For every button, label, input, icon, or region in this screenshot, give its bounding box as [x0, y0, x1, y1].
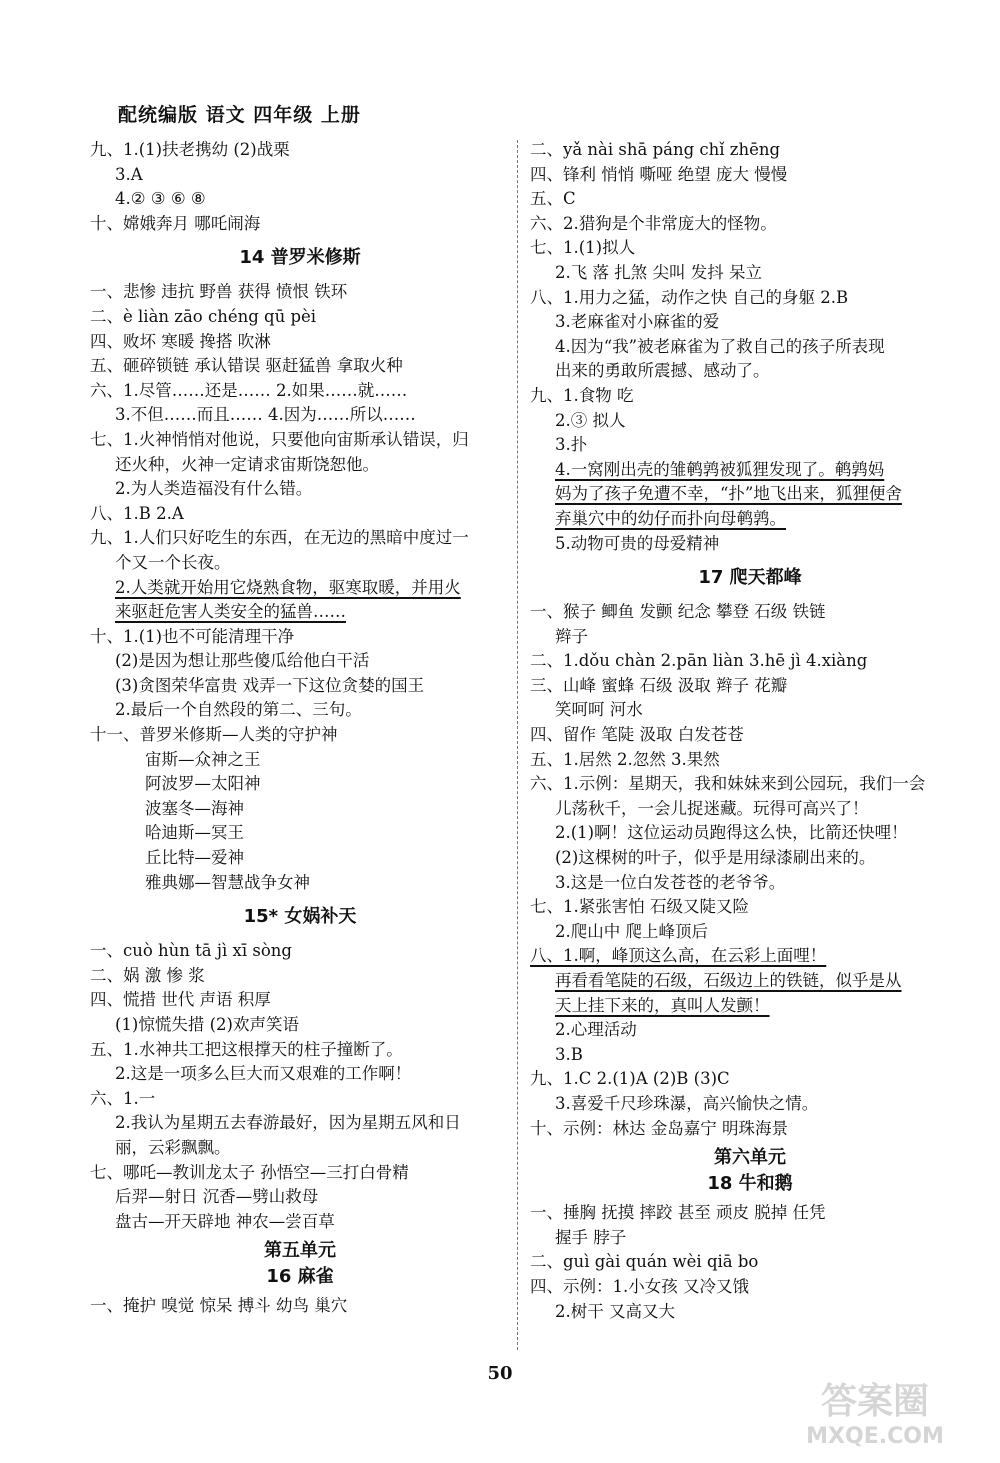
answer-line: 八、1.用力之猛，动作之快 自己的身躯 2.B — [530, 287, 849, 307]
answer-line: 十、示例：林达 金岛嘉宁 明珠海景 — [530, 1118, 788, 1138]
answer-line: 五、C — [530, 189, 576, 209]
section-title: 16 麻雀 — [266, 1266, 334, 1288]
answer-line: 七、哪吒—教训龙太子 孙悟空—三打白骨精 — [90, 1162, 409, 1182]
answer-line: 4.因为“我”被老麻雀为了救自己的孩子所表现 — [555, 336, 885, 356]
answer-line: 丘比特—爱神 — [145, 848, 244, 868]
answer-line: 2.心理活动 — [555, 1020, 637, 1040]
answer-line: (2)这棵树的叶子，似乎是用绿漆刷出来的。 — [555, 848, 876, 868]
answer-line: 3.喜爱千尺珍珠瀑，高兴愉快之情。 — [555, 1093, 819, 1113]
answer-line: 一、猴子 鲫鱼 发颤 纪念 攀登 石级 铁链 — [530, 602, 826, 622]
answer-line: 十、1.(1)也不可能清理干净 — [90, 626, 295, 646]
answer-line: 辫子 — [555, 626, 588, 646]
watermark-logo — [770, 1371, 980, 1451]
answer-line: 四、败坏 寒暖 搀搭 吹淋 — [90, 331, 271, 351]
section-title: 第五单元 — [264, 1240, 336, 1262]
page-number: 50 — [487, 1363, 513, 1384]
answer-line: 2.为人类造福没有什么错。 — [115, 479, 313, 499]
answer-line: 丽，云彩飘飘。 — [115, 1137, 231, 1157]
answer-line: 天上挂下来的，真叫人发颤！ — [555, 995, 770, 1015]
answer-line: 一、捶胸 抚摸 摔跤 甚至 顽皮 脱掉 任凭 — [530, 1203, 826, 1223]
section-title: 18 牛和鹅 — [707, 1173, 793, 1195]
answer-line: 七、1.火神悄悄对他说，只要他向宙斯承认错误，归 — [90, 429, 469, 449]
answer-line: 十一、普罗米修斯—人类的守护神 — [90, 725, 338, 745]
answer-line: 2.(1)啊！这位运动员跑得这么快，比箭还快哩！ — [555, 823, 908, 843]
answer-line: 八、1.啊，峰顶这么高，在云彩上面哩！ — [530, 946, 827, 966]
answer-line: 波塞冬—海神 — [145, 798, 244, 818]
answer-line: 阿波罗—太阳神 — [145, 774, 261, 794]
answer-line: 四、示例：1.小女孩 又冷又饿 — [530, 1276, 749, 1296]
answer-line: 六、1.示例：星期天，我和妹妹来到公园玩，我们一会 — [530, 774, 926, 794]
section-title: 14 普罗米修斯 — [239, 247, 361, 269]
section-title: 17 爬天都峰 — [698, 567, 802, 589]
answer-line: 宙斯—众神之王 — [145, 749, 261, 769]
answer-line: 出来的勇敢所震撼、感动了。 — [555, 361, 770, 381]
answer-line: 2.飞 落 扎煞 尖叫 发抖 呆立 — [555, 262, 762, 282]
answer-line: 九、1.人们只好吃生的东西，在无边的黑暗中度过一 — [90, 528, 469, 548]
answer-line: 二、yǎ nài shā páng chǐ zhēng — [530, 140, 781, 159]
answer-line: 九、1.食物 吃 — [530, 385, 634, 405]
answer-line: 儿荡秋千，一会儿捉迷藏。玩得可高兴了！ — [555, 798, 869, 818]
answer-line: 五、1.居然 2.忽然 3.果然 — [530, 749, 720, 769]
answer-line: 一、掩护 嗅觉 惊呆 搏斗 幼鸟 巢穴 — [90, 1296, 348, 1316]
answer-line: 十、嫦娥奔月 哪吒闹海 — [90, 213, 261, 233]
answer-line: 3.这是一位白发苍苍的老爷爷。 — [555, 872, 786, 892]
answer-line: 握手 脖子 — [555, 1227, 627, 1247]
answer-line: 2.爬山中 爬上峰顶后 — [555, 921, 708, 941]
answer-line: 七、1.紧张害怕 石级又陡又险 — [530, 897, 749, 917]
answer-line: 六、1.尽管……还是…… 2.如果……就…… — [90, 380, 408, 400]
answer-line: 2.③ 拟人 — [555, 410, 626, 430]
right-column — [530, 138, 970, 1324]
answer-line: 后羿—射日 沉香—劈山救母 — [115, 1187, 319, 1207]
answer-line: 笑呵呵 河水 — [555, 700, 643, 720]
answer-line: (3)贪图荣华富贵 戏弄一下这位贪婪的国王 — [115, 675, 425, 695]
answer-line: 四、锋利 悄悄 嘶哑 绝望 庞大 慢慢 — [530, 164, 788, 184]
column-divider — [517, 140, 518, 1350]
answer-line: 盘古—开天辟地 神农—尝百草 — [115, 1211, 335, 1231]
answer-line: 哈迪斯—冥王 — [145, 823, 244, 843]
answer-line: 3.老麻雀对小麻雀的爱 — [555, 312, 720, 332]
answer-line: 六、1.一 — [90, 1088, 156, 1108]
answer-line: 二、娲 激 惨 浆 — [90, 965, 205, 985]
answer-line: 六、2.猎狗是个非常庞大的怪物。 — [530, 213, 777, 233]
section-title: 第六单元 — [714, 1147, 786, 1169]
answer-line: 九、1.(1)扶老携幼 (2)战栗 — [90, 140, 290, 159]
answer-line: 九、1.C 2.(1)A (2)B (3)C — [530, 1069, 730, 1089]
answer-line: 三、山峰 蜜蜂 石级 汲取 辫子 花瓣 — [530, 675, 788, 695]
answer-line: 2.这是一项多么巨大而又艰难的工作啊！ — [115, 1064, 412, 1084]
answer-line: 八、1.B 2.A — [90, 503, 184, 523]
answer-line: 七、1.(1)拟人 — [530, 238, 636, 258]
answer-line: 2.最后一个自然段的第二、三句。 — [115, 700, 362, 720]
answer-line: 来驱赶危害人类安全的猛兽…… — [115, 602, 346, 622]
answer-line: 二、1.dǒu chàn 2.pān liàn 3.hē jì 4.xiàng — [530, 651, 868, 671]
answer-line: 2.我认为星期五去春游最好，因为星期五风和日 — [115, 1113, 461, 1133]
answer-line: 4.一窝刚出壳的雏鹌鹑被狐狸发现了。鹌鹑妈 — [555, 459, 885, 479]
watermark-text: 答案圈 — [820, 1381, 930, 1422]
page-header: 配统编版 语文 四年级 上册 — [118, 104, 361, 126]
answer-line: 3.不但……而且…… 4.因为……所以…… — [115, 405, 416, 425]
section-title: 15* 女娲补天 — [243, 906, 357, 928]
answer-line: 五、1.水神共工把这根撑天的柱子撞断了。 — [90, 1039, 403, 1059]
answer-line: 还火种，火神一定请求宙斯饶恕他。 — [115, 454, 379, 474]
answer-line: 2.人类就开始用它烧熟食物，驱寒取暖，并用火 — [115, 577, 461, 597]
answer-line: 雅典娜—智慧战争女神 — [145, 872, 310, 892]
answer-line: 3.A — [115, 164, 143, 184]
watermark-url: MXQE.COM — [806, 1424, 944, 1449]
answer-line: 二、guì gài quán wèi qiā bo — [530, 1252, 759, 1272]
answer-line: 妈为了孩子免遭不幸，“扑”地飞出来，狐狸便舍 — [555, 484, 902, 504]
answer-line: 弃巢穴中的幼仔而扑向母鹌鹑。 — [555, 508, 786, 528]
answer-line: 5.动物可贵的母爱精神 — [555, 533, 720, 553]
answer-line: 2.树干 又高又大 — [555, 1301, 675, 1321]
answer-line: (2)是因为想让那些傻瓜给他白干活 — [115, 651, 370, 671]
answer-line: 4.② ③ ⑥ ⑧ — [115, 189, 206, 209]
answer-line: 四、留作 笔陡 汲取 白发苍苍 — [530, 725, 744, 745]
answer-line: (1)惊慌失措 (2)欢声笑语 — [115, 1015, 299, 1034]
answer-line: 四、慌措 世代 声语 积厚 — [90, 990, 271, 1010]
answer-line: 一、cuò hùn tā jì xī sòng — [90, 941, 292, 961]
answer-line: 一、悲惨 违抗 野兽 获得 愤恨 铁环 — [90, 282, 348, 302]
answer-line: 个又一个长夜。 — [115, 552, 231, 572]
answer-line: 3.扑 — [555, 435, 588, 455]
answer-line: 再看看笔陡的石级，石级边上的铁链，似乎是从 — [555, 971, 902, 990]
answer-line: 3.B — [555, 1044, 583, 1064]
answer-line: 二、è liàn zāo chéng qū pèi — [90, 306, 317, 326]
left-column — [90, 138, 510, 1319]
answer-line: 五、砸碎锁链 承认错误 驱赶猛兽 拿取火种 — [90, 356, 403, 376]
